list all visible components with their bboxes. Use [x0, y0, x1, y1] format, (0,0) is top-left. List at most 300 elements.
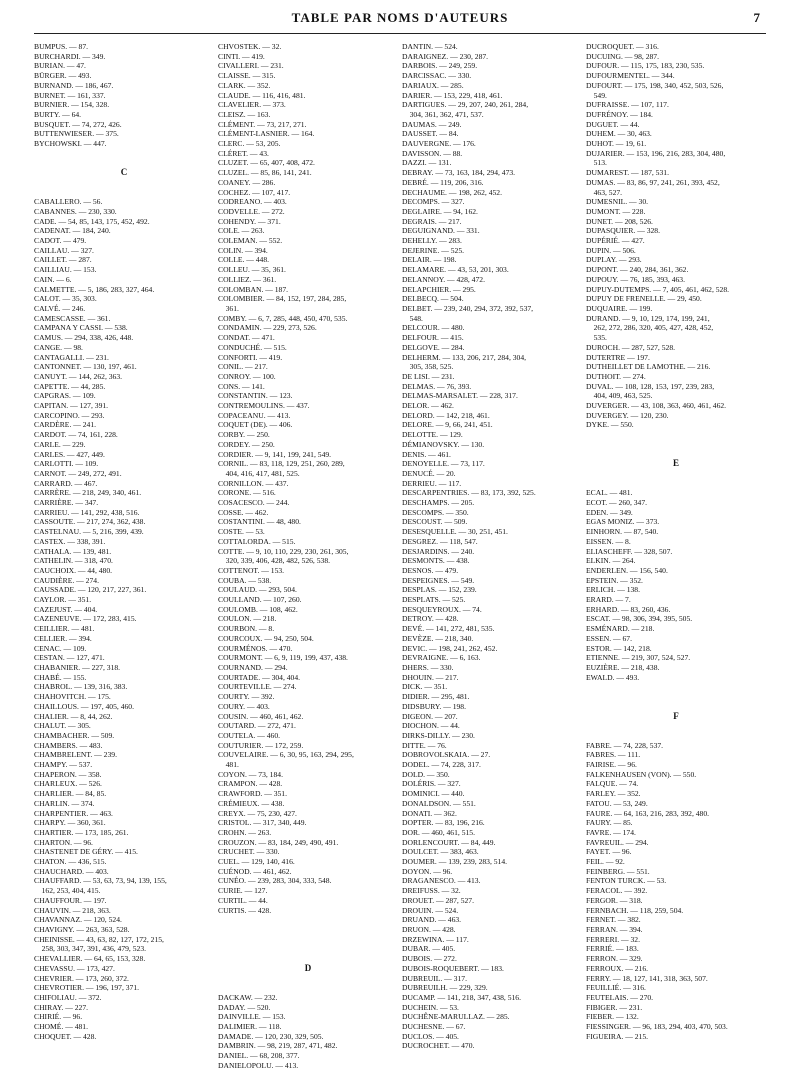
index-entry: FEINBERG. — 551. [586, 866, 650, 876]
blank-line [586, 731, 766, 741]
index-entry: COLE. — 263. [218, 226, 265, 236]
index-entry: CONSTANTIN. — 123. [218, 391, 293, 401]
index-entry: 463, 527. [586, 187, 623, 197]
index-entry: CAZEJUST. — 404. [34, 604, 98, 614]
index-entry: DUJARIER. — 153, 196, 216, 283, 304, 480, [586, 148, 726, 158]
index-entry: CAPGRAS. — 109. [34, 391, 96, 401]
index-entry: COULAUD. — 293, 504. [218, 585, 297, 595]
index-entry: DROUET. — 287, 527. [402, 895, 474, 905]
index-entry: CHAMBERS. — 483. [34, 740, 103, 750]
index-entry: CHAVIGNY. — 263, 363, 528. [34, 924, 130, 934]
index-entry: CLAISSE. — 315. [218, 71, 276, 81]
index-entry: CHAMBACHER. — 509. [34, 730, 115, 740]
index-entry: DUPONT. — 240, 284, 361, 362. [586, 265, 689, 275]
index-entry: DESPLAS. — 152, 239. [402, 585, 477, 595]
index-entry: COANEY. — 286. [218, 177, 276, 187]
index-entry: DARBOIS. — 249, 259. [402, 61, 478, 71]
blank-line [586, 469, 766, 479]
index-entry: FAURY. — 85. [586, 818, 633, 828]
index-entry: FAURE. — 64, 163, 216, 283, 392, 480. [586, 808, 710, 818]
index-entry: FIBIGER. — 231. [586, 1002, 643, 1012]
index-entry: FAYET. — 96. [586, 847, 632, 857]
index-entry: DUNET. — 208, 526. [586, 216, 653, 226]
index-entry: CAUDIÈRE. — 274. [34, 575, 99, 585]
index-entry: BUSQUET. — 74, 272, 426. [34, 119, 122, 129]
index-entry: DESGREZ. — 118, 547. [402, 536, 478, 546]
index-entry: DAINVILLE. — 153. [218, 1012, 286, 1022]
index-entry: CABANNES. — 230, 330. [34, 206, 117, 216]
index-entry: CHARLEUX. — 526. [34, 779, 102, 789]
index-entry: DECHAUME. — 198, 262, 452. [402, 187, 502, 197]
index-entry: DIDSBURY. — 198. [402, 701, 466, 711]
index-entry: DONALDSON. — 551. [402, 798, 476, 808]
index-entry: COUSIN. — 460, 461, 462. [218, 711, 304, 721]
index-entry: ERHARD. — 83, 260, 436. [586, 604, 671, 614]
index-entry: DUCHESNE. — 67. [402, 1022, 466, 1032]
index-entry: COLOMBAN. — 187. [218, 284, 289, 294]
index-entry: COLOMBIER. — 84, 152, 197, 284, 285, [218, 294, 347, 304]
index-entry: DUBREUILH. — 229, 329. [402, 983, 488, 993]
index-entry: CHVOSTEK. — 32. [218, 42, 282, 51]
index-entry: DETROY. — 428. [402, 614, 459, 624]
blank-line [586, 479, 766, 489]
index-entry: DEBRAY. — 73, 163, 184, 294, 473. [402, 168, 516, 178]
index-entry: DUBOIS-ROQUEBERT. — 183. [402, 963, 504, 973]
index-entry: COUBA. — 538. [218, 575, 272, 585]
index-entry: DELORE. — 9, 66, 241, 451. [402, 420, 493, 430]
index-entry: CODVELLE. — 272. [218, 206, 285, 216]
index-entry: CREYX. — 75, 230, 427. [218, 808, 297, 818]
index-entry: CLERC. — 53, 205. [218, 139, 281, 149]
index-entry: DOLD. — 350. [402, 769, 450, 779]
index-entry: CARLOTTI. — 109. [34, 459, 99, 469]
index-entry: CIVALLERI. — 231. [218, 61, 284, 71]
index-entry: CUNÉO. — 239, 283, 304, 333, 548. [218, 876, 332, 886]
index-entry: CHAUFFARD. — 53, 63, 73, 94, 139, 155, [34, 876, 167, 886]
index-entry: ENDERLEN. — 156, 540. [586, 565, 668, 575]
index-entry: CHARTIER. — 173, 185, 261. [34, 827, 129, 837]
index-entry: DOR. — 460, 461, 515. [402, 827, 475, 837]
blank-line [34, 149, 214, 159]
index-entry: 304, 361, 362, 471, 537. [402, 109, 484, 119]
index-entry: 404, 409, 463, 525. [586, 391, 653, 401]
index-entry: CARNOT. — 249, 272, 491. [34, 468, 122, 478]
index-entry: COULON. — 218. [218, 614, 277, 624]
index-entry: CRAWFORD. — 351. [218, 789, 288, 799]
index-entry: CAILLAU. — 327. [34, 245, 94, 255]
index-entry: DRZEWINA. — 117. [402, 934, 469, 944]
blank-line [586, 692, 766, 702]
index-entry: COLEMAN. — 552. [218, 236, 283, 246]
index-entry: 548. [402, 313, 423, 323]
index-entry: DELFOUR. — 415. [402, 333, 464, 343]
index-entry: DACKAW. — 232. [218, 992, 278, 1002]
index-entry: BURTY. — 64. [34, 109, 82, 119]
index-entry: COMBY. — 6, 7, 285, 448, 450, 470, 535. [218, 313, 348, 323]
section-letter: E [672, 459, 679, 469]
index-entry: 513. [586, 158, 607, 168]
index-entry: ERARD. — 7. [586, 595, 631, 605]
index-entry: DERRIEU. — 117. [402, 478, 462, 488]
index-entry: CURTIL. — 44. [218, 895, 268, 905]
index-entry: COPACEANU. — 413. [218, 410, 291, 420]
index-entry: COTTENOT. — 153. [218, 565, 285, 575]
index-entry: ECOT. — 260, 347. [586, 498, 648, 508]
section-letter: F [673, 711, 679, 721]
index-entry: DUHEM. — 30, 463. [586, 129, 652, 139]
index-entry: FAIRISE. — 96. [586, 760, 637, 770]
index-entry: ESSEN. — 67. [586, 633, 632, 643]
blank-line [218, 983, 398, 993]
index-entry: DESNOS. — 479. [402, 565, 459, 575]
index-entry: DESCOMPS. — 350. [402, 507, 469, 517]
index-entry: DUPUY DE FRENELLE. — 29, 450. [586, 294, 702, 304]
index-entry: COUTARD. — 272, 471. [218, 721, 296, 731]
index-entry: CONDAT. — 471. [218, 333, 275, 343]
index-entry: CLAVELIER. — 373. [218, 100, 286, 110]
index-entry: CHEVASSU. — 173, 427. [34, 963, 115, 973]
index-entry: DUCHÊNE-MARULLAZ. — 285. [402, 1012, 510, 1022]
index-entry: DICK. — 351. [402, 682, 448, 692]
index-entry: ETIENNE. — 219, 307, 524, 527. [586, 653, 691, 663]
index-entry: CORBY. — 250. [218, 430, 270, 440]
index-entry: DODEL. — 74, 228, 317. [402, 760, 481, 770]
index-entry: DHOUIN. — 217. [402, 672, 459, 682]
index-entry: DESJARDINS. — 240. [402, 546, 475, 556]
index-entry: CRUCHET. — 330. [218, 847, 280, 857]
index-entry: DUCROQUET. — 316. [586, 42, 659, 51]
index-entry: DARIER. — 153, 229, 418, 461. [402, 90, 503, 100]
index-entry: BUTTENWIESER. — 375. [34, 129, 119, 139]
index-entry: CONS. — 141. [218, 381, 265, 391]
index-entry: DOULCET. — 383, 463. [402, 847, 479, 857]
index-entry: CABALLERO. — 56. [34, 197, 103, 207]
index-entry: DYKE. — 550. [586, 420, 634, 430]
index-entry: CARCOPINO. — 293. [34, 410, 105, 420]
index-entry: DAZZI. — 131. [402, 158, 452, 168]
index-entry: DUVERGEY. — 120, 230. [586, 410, 669, 420]
index-entry: DARIAUX. — 285. [402, 80, 464, 90]
index-entry: DUPÉRIÉ. — 427. [586, 236, 645, 246]
index-entry: CHARPENTIER. — 463. [34, 808, 113, 818]
blank-line [218, 915, 398, 925]
index-entry: DEGLAIRE. — 94, 162. [402, 206, 478, 216]
index-entry: DEVÈZE. — 218, 340. [402, 633, 474, 643]
index-entry: CONROY. — 100. [218, 371, 276, 381]
index-entry: ERLICH. — 138. [586, 585, 640, 595]
index-entry: CATHELIN. — 318, 470. [34, 556, 113, 566]
index-entry: DUGUET. — 44. [586, 119, 640, 129]
index-entry: CUEL. — 129, 140, 416. [218, 857, 295, 867]
index-entry: DECOMPS. — 327. [402, 197, 465, 207]
index-entry: DUCHEIN. — 53. [402, 1002, 459, 1012]
index-entry: CHOMÉ. — 481. [34, 1022, 89, 1032]
index-entry: CHAILLOUS. — 197, 405, 460. [34, 701, 134, 711]
index-entry: CLUZEL. — 85, 86, 141, 241. [218, 168, 312, 178]
index-entry: 305, 358, 525. [402, 362, 454, 372]
index-entry: DELAPCHIER. — 295. [402, 284, 476, 294]
index-entry: DELBECQ. — 504. [402, 294, 464, 304]
index-entry: CLÉRET. — 43. [218, 148, 269, 158]
index-entry: FERGOR. — 318. [586, 895, 643, 905]
index-entry: DENUCÉ. — 20. [402, 468, 456, 478]
index-entry: DUPIN. — 506. [586, 245, 636, 255]
index-entry: CHABÉ. — 155. [34, 672, 87, 682]
index-entry: DOYON. — 96. [402, 866, 453, 876]
index-entry: DUVAL. — 108, 128, 153, 197, 239, 283, [586, 381, 715, 391]
index-entry: EWALD. — 493. [586, 672, 640, 682]
blank-line [34, 178, 214, 188]
index-entry: CHARLIN. — 374. [34, 798, 95, 808]
index-entry: CALOT. — 35, 303. [34, 294, 97, 304]
index-entry: CORDIER. — 9, 141, 199, 241, 549. [218, 449, 332, 459]
index-entry: COTTALORDA. — 515. [218, 536, 296, 546]
index-entry: CAIN. — 6. [34, 274, 72, 284]
index-entry: CARRARD. — 467. [34, 478, 98, 488]
index-entry: DAMADE. — 120, 230, 329, 505. [218, 1031, 324, 1041]
index-entry: CLAUDE. — 116, 416, 481. [218, 90, 306, 100]
blank-line [586, 682, 766, 692]
index-entry: DELCOUR. — 480. [402, 323, 465, 333]
index-entry: DUVERGER. — 43, 108, 363, 460, 461, 462. [586, 401, 727, 411]
index-entry: DESCHAMPS. — 205. [402, 498, 475, 508]
index-entry: DANIELOPOLU. — 413. [218, 1060, 299, 1070]
index-entry: DUCLOS. — 405. [402, 1031, 459, 1041]
index-entry: FERRY. — 18, 127, 141, 318, 363, 507. [586, 973, 708, 983]
index-entry: CANTONNET. — 130, 197, 461. [34, 362, 137, 372]
index-entry: CESTAN. — 127, 471. [34, 653, 105, 663]
index-entry: DUMAREST. — 187, 531. [586, 168, 669, 178]
index-entry: DITTE. — 76. [402, 740, 447, 750]
index-entry: DUFOURMENTEL. — 344. [586, 71, 675, 81]
index-entry: BURNAND. — 186, 467. [34, 80, 114, 90]
index-entry: CHOQUET. — 428. [34, 1031, 97, 1041]
blank-line [218, 935, 398, 945]
index-entry: DUQUAIRE. — 199. [586, 303, 653, 313]
index-entry: 361. [218, 303, 239, 313]
index-entry: COLLIEZ. — 361. [218, 274, 277, 284]
index-entry: DUPLAY. — 293. [586, 255, 642, 265]
blank-line [586, 721, 766, 731]
index-entry: COUVELAIRE. — 6, 30, 95, 163, 294, 295, [218, 750, 354, 760]
index-entry: CRISTOL. — 317, 340, 449. [218, 818, 307, 828]
index-entry: CADOT. — 479. [34, 236, 87, 246]
index-entry: COYON. — 73, 184. [218, 769, 283, 779]
index-entry: CLUZET. — 65, 407, 408, 472. [218, 158, 315, 168]
index-entry: CAPETTE. — 44, 285. [34, 381, 106, 391]
index-entry: DALIMIER. — 118. [218, 1022, 282, 1032]
index-entry: COQUET (DE). — 406. [218, 420, 293, 430]
index-entry: CLÉMENT. — 73, 217, 271. [218, 119, 307, 129]
index-entry: CARLES. — 427, 449. [34, 449, 105, 459]
index-entry: CONFORTI. — 419. [218, 352, 283, 362]
index-entry: DIDIER. — 295, 481. [402, 692, 470, 702]
index-entry: DEVÉ. — 141, 272, 481, 535. [402, 624, 495, 634]
index-entry: CANTAGALLI. — 231. [34, 352, 109, 362]
index-entry: CARLE. — 229. [34, 439, 86, 449]
index-entry: CHAVANNAZ. — 120, 524. [34, 915, 122, 925]
index-entry: COLIN. — 394. [218, 245, 268, 255]
index-entry: DRUON. — 428. [402, 924, 456, 934]
index-entry: 535. [586, 333, 607, 343]
index-column-3 [402, 42, 582, 1051]
index-entry: COSTANTINI. — 48, 480. [218, 517, 301, 527]
index-entry: CHARLIER. — 84, 85. [34, 789, 107, 799]
blank-line [34, 158, 214, 168]
index-entry: DUCAMP. — 141, 218, 347, 438, 516. [402, 992, 521, 1002]
index-entry: DURAND. — 9, 10, 129, 174, 199, 241, [586, 313, 710, 323]
index-entry: COURCOUX. — 94, 250, 504. [218, 633, 314, 643]
index-entry: FATOU. — 53, 249. [586, 798, 648, 808]
index-entry: DUBAR. — 405. [402, 944, 456, 954]
index-entry: CARDÈRE. — 241. [34, 420, 97, 430]
index-entry: CHEVRIER. — 173, 260, 372. [34, 973, 129, 983]
index-entry: DAMBRIN. — 98, 219, 287, 471, 482. [218, 1041, 338, 1051]
blank-line [586, 430, 766, 440]
index-entry: DESESQUELLE. — 30, 251, 451. [402, 527, 508, 537]
index-entry: DUBREUIL. — 317. [402, 973, 467, 983]
index-entry: DARTIGUES. — 29, 207, 240, 261, 284, [402, 100, 529, 110]
blank-line [586, 440, 766, 450]
index-entry: FIESSINGER. — 96, 183, 294, 403, 470, 503. [586, 1022, 728, 1032]
index-entry: DUPOUY. — 76, 185, 393, 463. [586, 274, 686, 284]
blank-line [586, 450, 766, 460]
index-entry: CEILLIER. — 481. [34, 624, 95, 634]
index-entry: CLEISZ. — 163. [218, 109, 271, 119]
index-entry: COCHEZ. — 107, 417. [218, 187, 291, 197]
index-entry: BÜRGER. — 493. [34, 71, 92, 81]
index-entry: DUHOT. — 19, 61. [586, 139, 647, 149]
index-entry: COURTEVILLE. — 274. [218, 682, 297, 692]
index-entry: DENOYELLE. — 73, 117. [402, 459, 485, 469]
index-entry: CALMETTE. — 5, 186, 283, 327, 464. [34, 284, 155, 294]
index-entry: CONTREMOULINS. — 437. [218, 401, 310, 411]
index-entry: EUZIÈRE. — 218, 438. [586, 663, 660, 672]
index-entry: DORLENCOURT. — 84, 449. [402, 837, 496, 847]
index-entry: COHENDY. — 371. [218, 216, 281, 226]
index-entry: FEUILLIÉ. — 316. [586, 983, 646, 993]
index-entry: EISSEN. — 8. [586, 536, 631, 546]
blank-line [218, 925, 398, 935]
index-entry: BYCHOWSKI. — 447. [34, 139, 107, 149]
index-column-1 [34, 42, 214, 1041]
index-entry: CROHN. — 263. [218, 827, 272, 837]
index-entry: CAYLOR. — 351. [34, 595, 92, 605]
index-entry: DANTIN. — 524. [402, 42, 458, 51]
index-entry: DUFRAISSE. — 107, 117. [586, 100, 669, 110]
index-entry: FAVREUIL. — 294. [586, 837, 649, 847]
index-entry: DEBRÉ. — 119, 206, 316. [402, 177, 484, 187]
index-entry: CAILLIAU. — 153. [34, 265, 97, 275]
index-entry: DOMINICI. — 440. [402, 789, 465, 799]
index-entry: ESCAT. — 98, 306, 394, 395, 505. [586, 614, 693, 624]
index-entry: CURIE. — 127. [218, 886, 268, 896]
index-entry: COSTE. — 53. [218, 527, 265, 537]
index-entry: CHIRIÉ. — 96. [34, 1012, 83, 1022]
index-entry: DARAIGNEZ. — 230, 287. [402, 51, 489, 61]
index-entry: 549. [586, 90, 607, 100]
index-entry: CODREANO. — 403. [218, 197, 287, 207]
index-entry: DUFRÉNOY. — 184. [586, 109, 653, 119]
index-entry: COSACESCO. — 244. [218, 498, 290, 508]
blank-line [218, 944, 398, 954]
index-entry: 162, 253, 404, 415. [34, 886, 101, 896]
index-entry: COURMONT. — 6, 9, 119, 199, 437, 438. [218, 653, 348, 663]
index-entry: DELAIR. — 198. [402, 255, 457, 265]
index-entry: CHARTON. — 96. [34, 837, 93, 847]
index-entry: DAUVERGNE. — 176. [402, 139, 476, 149]
index-entry: FABRES. — 111. [586, 750, 641, 760]
page-title: TABLE PAR NOMS D'AUTEURS [291, 10, 509, 25]
index-entry: DUCUING. — 98, 287. [586, 51, 659, 61]
index-entry: CASTEX. — 338, 391. [34, 536, 106, 546]
index-entry: DESPEIGNES. — 549. [402, 575, 475, 585]
index-entry: COURTY. — 392. [218, 692, 275, 702]
index-entry: FENTON TURCK. — 53. [586, 876, 667, 886]
index-entry: DEHELLY. — 283. [402, 236, 462, 246]
index-entry: DIOCHON. — 44. [402, 721, 460, 731]
index-entry: FIGUEIRA. — 215. [586, 1031, 649, 1041]
index-entry: COLLEU. — 35, 361. [218, 265, 286, 275]
index-entry: DRUAND. — 463. [402, 915, 462, 925]
index-entry: DOLÉRIS. — 327. [402, 779, 461, 789]
page-number: 7 [753, 10, 760, 25]
index-entry: CASTELNAU. — 5, 216, 399, 439. [34, 527, 144, 537]
index-entry: DUBOIS. — 272. [402, 954, 457, 964]
index-entry: CANGE. — 98. [34, 342, 83, 352]
index-entry: DEGRAIS. — 217. [402, 216, 462, 226]
index-entry: CELLIER. — 394. [34, 633, 92, 643]
index-entry: DESMONTS. — 438. [402, 556, 470, 566]
index-entry: CAMESCASSE. — 361. [34, 313, 111, 323]
index-entry: DUMESNIL. — 30. [586, 197, 649, 207]
index-entry: CAMUS. — 294, 338, 426, 448. [34, 333, 134, 343]
index-entry: FERNET. — 382. [586, 915, 641, 925]
index-entry: CHEVALLIER. — 64, 65, 153, 328. [34, 954, 146, 964]
index-entry: DIGEON. — 207. [402, 711, 458, 721]
index-entry: CLÉMENT-LASNIER. — 164. [218, 129, 315, 139]
index-entry: 262, 272, 286, 320, 405, 427, 428, 452, [586, 323, 714, 333]
index-entry: DESCARPENTRIES. — 83, 173, 392, 525. [402, 488, 536, 498]
index-entry: ESTOR. — 142, 218. [586, 643, 652, 653]
index-entry: CONDAMIN. — 229, 273, 526. [218, 323, 317, 333]
index-entry: FERRON. — 329. [586, 954, 643, 964]
index-entry: DADAY. — 520. [218, 1002, 271, 1012]
index-entry: DELOTTE. — 129. [402, 430, 463, 440]
index-entry: DOPTER. — 83, 196, 216. [402, 818, 485, 828]
index-entry: FERROUX. — 216. [586, 963, 649, 973]
index-entry: CADE. — 54, 85, 143, 175, 452, 492. [34, 216, 150, 226]
index-entry: EGAS MONIZ. — 373. [586, 517, 660, 527]
index-entry: DESPLATS. — 525. [402, 595, 466, 605]
index-entry: CHALIER. — 8, 44, 262. [34, 711, 113, 721]
index-entry: COURTADE. — 304, 404. [218, 672, 301, 682]
index-entry: COURNAND. — 294. [218, 663, 288, 672]
index-entry: DÉMIANOVSKY. — 130. [402, 439, 485, 449]
index-entry: CENAC. — 109. [34, 643, 87, 653]
index-entry: ELIASCHEFF. — 328, 507. [586, 546, 673, 556]
index-entry: DESQUEYROUX. — 74. [402, 604, 482, 614]
index-entry: BURNIER. — 154, 328. [34, 100, 110, 110]
index-entry: COURMÉNOS. — 470. [218, 643, 293, 653]
header-rule [34, 33, 766, 34]
index-entry: CHALUT. — 305. [34, 721, 91, 731]
index-entry: CHAMPY. — 537. [34, 760, 93, 770]
index-entry: COURBON. — 8. [218, 624, 275, 634]
index-entry: DELAMARE. — 43, 53, 201, 303. [402, 265, 509, 275]
index-entry: DAVISSON. — 88. [402, 148, 463, 158]
section-letter: D [304, 963, 312, 973]
